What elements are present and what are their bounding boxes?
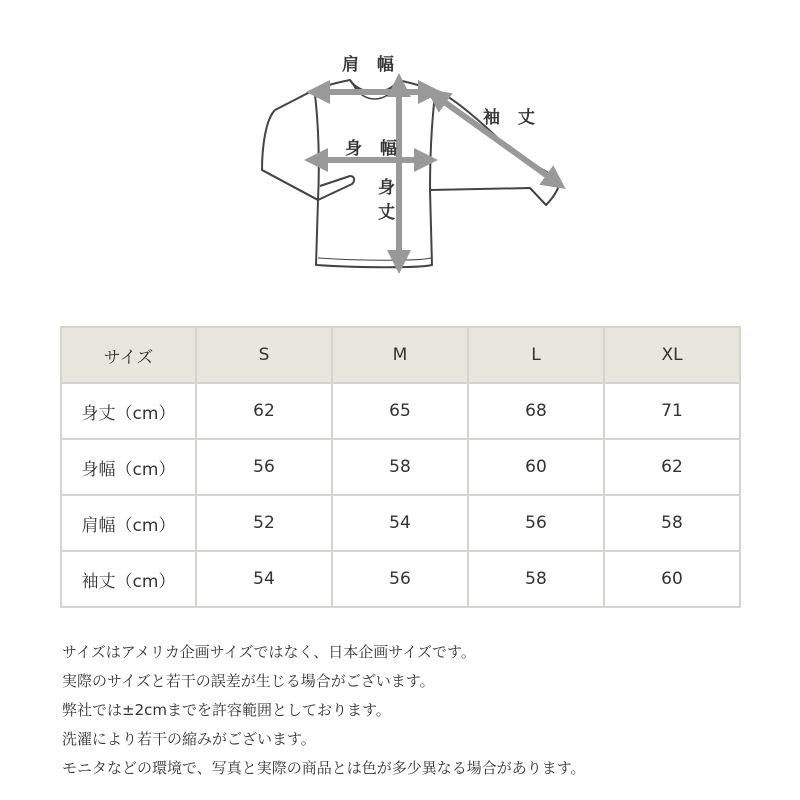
column-header-m: M xyxy=(332,327,468,383)
column-header-l: L xyxy=(468,327,604,383)
note-line: モニタなどの環境で、写真と実際の商品とは色が多少異なる場合があります。 xyxy=(62,759,586,777)
table-cell: 58 xyxy=(468,551,604,607)
table-cell: 58 xyxy=(332,439,468,495)
note-line: 実際のサイズと若干の誤差が生じる場合がございます。 xyxy=(62,672,435,690)
table-row xyxy=(61,439,740,495)
table-cell: 54 xyxy=(332,495,468,551)
row-label: 袖丈（cm） xyxy=(61,551,196,607)
table-cell: 58 xyxy=(604,495,740,551)
garment-diagram xyxy=(0,0,800,300)
table-cell: 60 xyxy=(604,551,740,607)
table-cell: 56 xyxy=(196,439,332,495)
table-row xyxy=(61,551,740,607)
table-cell: 56 xyxy=(468,495,604,551)
row-label: 身幅（cm） xyxy=(61,439,196,495)
row-label: 肩幅（cm） xyxy=(61,495,196,551)
column-header-s: S xyxy=(196,327,332,383)
table-row xyxy=(61,495,740,551)
body-length-label: 身丈 xyxy=(374,178,394,228)
column-header-size: サイズ xyxy=(61,327,196,383)
table-cell: 65 xyxy=(332,383,468,439)
table-cell: 62 xyxy=(604,439,740,495)
note-line: 洗濯により若干の縮みがございます。 xyxy=(62,730,316,748)
table-cell: 62 xyxy=(196,383,332,439)
sleeve-length-label: 袖 丈 xyxy=(483,108,541,128)
table-cell: 52 xyxy=(196,495,332,551)
table-header-row xyxy=(61,327,740,383)
table-cell: 54 xyxy=(196,551,332,607)
table-row xyxy=(61,383,740,439)
body-width-label: 身 幅 xyxy=(345,139,403,159)
table-cell: 68 xyxy=(468,383,604,439)
table-cell: 71 xyxy=(604,383,740,439)
column-header-xl: XL xyxy=(604,327,740,383)
row-label: 身丈（cm） xyxy=(61,383,196,439)
size-table xyxy=(60,326,741,608)
shoulder-width-label: 肩 幅 xyxy=(342,55,400,75)
table-cell: 60 xyxy=(468,439,604,495)
notes xyxy=(62,638,782,783)
note-line: サイズはアメリカ企画サイズではなく、日本企画サイズです。 xyxy=(62,643,476,661)
note-line: 弊社では±2cmまでを許容範囲としております。 xyxy=(62,701,391,719)
table-cell: 56 xyxy=(332,551,468,607)
